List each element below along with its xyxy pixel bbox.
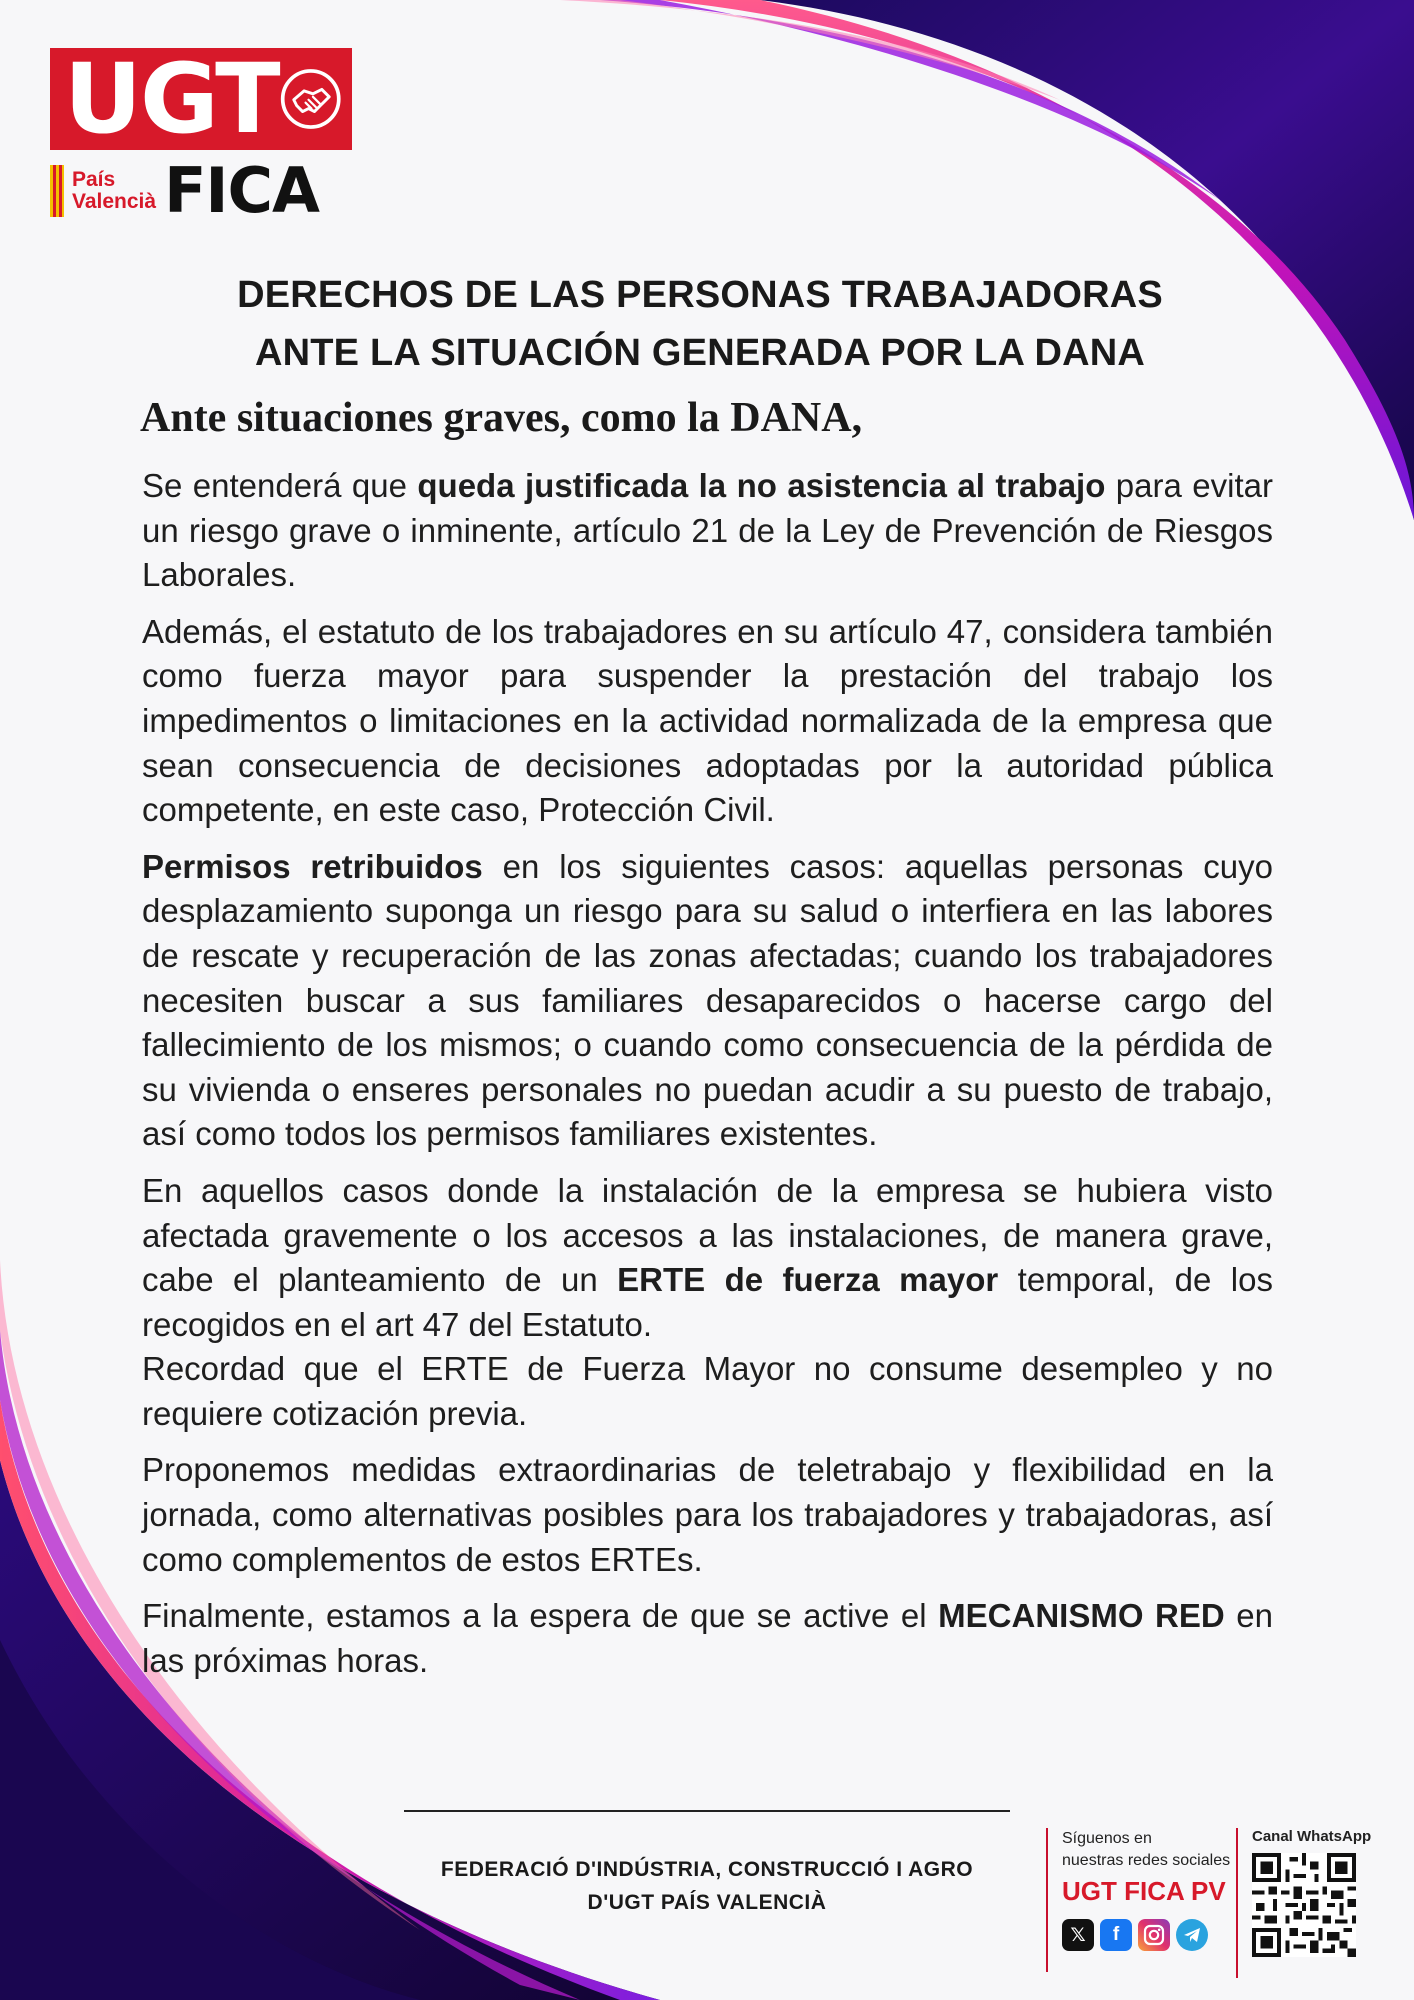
instagram-icon[interactable]: [1138, 1919, 1170, 1951]
paragraph-telework: Proponemos medidas extraordinarias de teletrabajo y flexibilidad en la jornada, como alternativas posibles para los trabajadores y trabajadoras, así como complementos de estos ERTEs.: [142, 1451, 1273, 1578]
footer-federation: [404, 1853, 1010, 1919]
paragraph-paid-leave: Permisos retribuidos en los siguientes casos: aquellas personas cuyo desplazamiento suponga un riesgo para su salud o interfiera en las labores de rescate y recuperación de las zonas afectadas; cuando los trabajadores necesiten buscar a sus familiares desaparecidos o hacerse cargo del fallecimiento de los mismos; o cuando como consecuencia de la pérdida de su vivienda o enseres personales no puedan acudir a su puesto de trabajo, así como todos los permisos familiares existentes.: [142, 847, 1273, 1153]
ugt-wordmark: UGT: [64, 43, 279, 155]
x-icon[interactable]: 𝕏: [1062, 1919, 1094, 1951]
footer-line2: D'UGT PAÍS VALENCIÀ: [587, 1891, 827, 1914]
social-caption-line2: nuestras redes sociales: [1062, 1852, 1231, 1869]
footer-line1: FEDERACIÓ D'INDÚSTRIA, CONSTRUCCIÓ I AGRO: [440, 1858, 974, 1881]
bold-paid-leave: Permisos retribuidos: [142, 847, 483, 885]
social-block: [1046, 1828, 1236, 1972]
title-line2: ANTE LA SITUACIÓN GENERADA POR LA DANA: [254, 332, 1146, 374]
fica-row: [50, 154, 355, 227]
bold-red-mechanism: MECANISMO RED: [938, 1597, 1225, 1635]
whatsapp-block: [1236, 1828, 1372, 1978]
telegram-icon[interactable]: [1176, 1919, 1208, 1951]
document-body: [142, 464, 1273, 1695]
whatsapp-caption: Canal WhatsApp: [1252, 1828, 1372, 1845]
social-caption-line1: Síguenos en: [1062, 1830, 1152, 1847]
title-line1: DERECHOS DE LAS PERSONAS TRABAJADORAS: [237, 274, 1163, 316]
bold-justified-absence: queda justificada la no asistencia al trabajo: [417, 467, 1106, 504]
handshake-icon: [279, 56, 342, 142]
subheading: Ante situaciones graves, como la DANA,: [140, 395, 863, 441]
ugt-fica-logo: [50, 43, 355, 227]
ugt-logo-box: [50, 43, 352, 155]
paragraph-red-mechanism: Finalmente, estamos a la espera de que se active el MECANISMO RED en las próximas horas.: [142, 1597, 1273, 1679]
region-label: [72, 169, 156, 213]
paragraph-justified-absence: Se entenderá que queda justificada la no asistencia al trabajo para evitar un riesgo grave o inminente, artículo 21 de la Ley de Prevención de Riesgos Laborales.: [142, 467, 1273, 594]
qr-code-icon[interactable]: [1252, 1853, 1356, 1957]
paragraph-force-majeure: Además, el estatuto de los trabajadores en su artículo 47, considera también como fuerza mayor para suspender la prestación del trabajo los impedimentos o limitaciones en la actividad normalizada de la empresa que sean consecuencia de decisiones adoptadas por la autoridad pública competente, en este caso, Protección Civil.: [142, 612, 1273, 829]
valencian-flag-icon: [50, 165, 64, 217]
region-line2: Valencià: [72, 190, 157, 213]
social-handle: UGT FICA PV: [1062, 1876, 1226, 1906]
footer-divider: [404, 1810, 1010, 1812]
region-line1: País: [72, 168, 116, 191]
social-icons: [1062, 1919, 1236, 1951]
paragraph-erte: En aquellos casos donde la instalación de la empresa se hubiera visto afectada gravemente o los accesos a las instalaciones, de manera grave, cabe el planteamiento de un ERTE de fuerza mayor temporal, de los recogidos en el art 47 del Estatuto.: [142, 1171, 1273, 1343]
page-title: [140, 266, 1260, 382]
fica-wordmark: FICA: [164, 154, 319, 227]
facebook-icon[interactable]: f: [1100, 1919, 1132, 1951]
bold-erte: ERTE de fuerza mayor: [617, 1261, 999, 1299]
paragraph-erte-reminder: Recordad que el ERTE de Fuerza Mayor no consume desempleo y no requiere cotización previa.: [142, 1350, 1273, 1432]
